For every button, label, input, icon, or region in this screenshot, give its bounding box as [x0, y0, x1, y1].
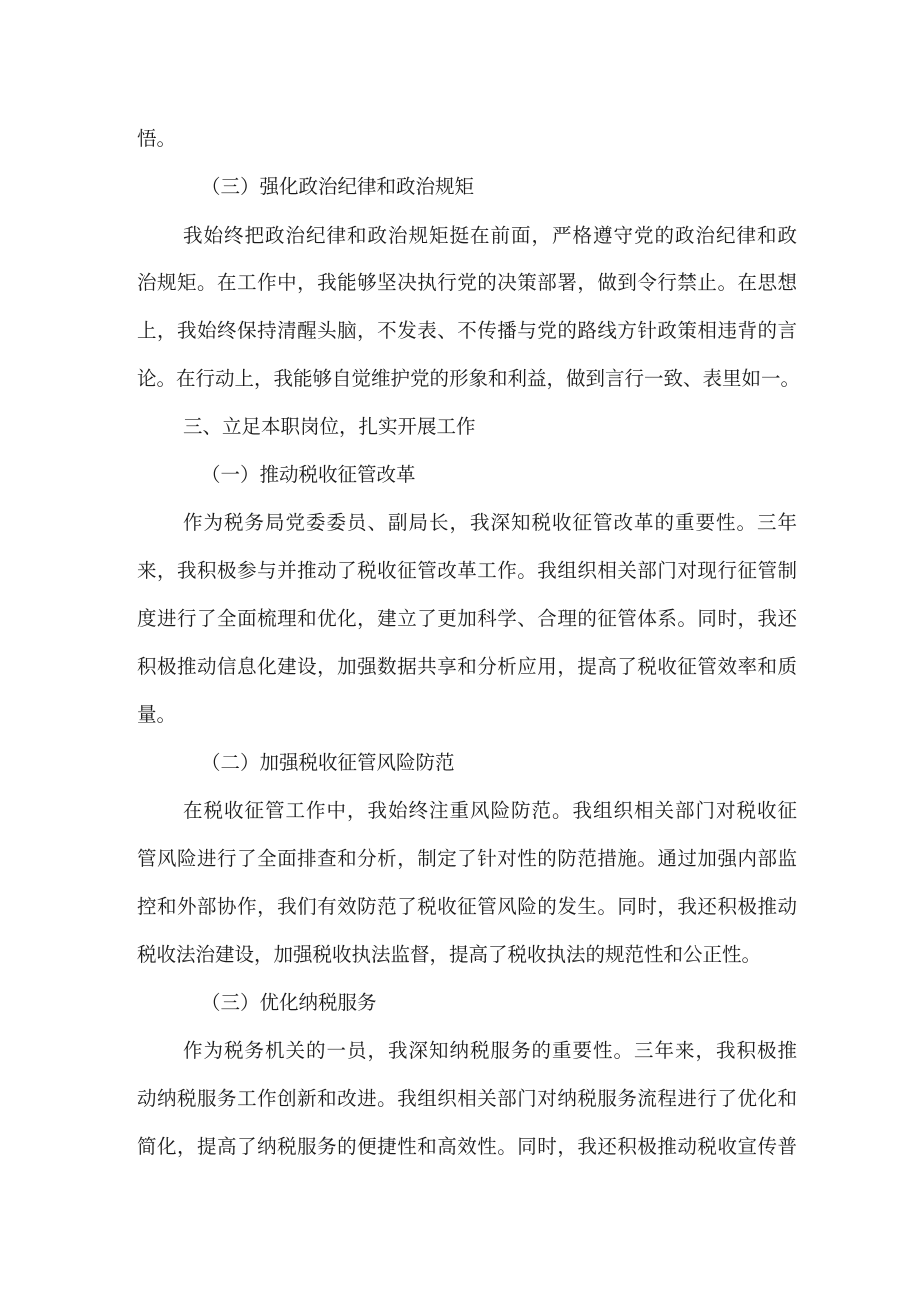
- paragraph-line: 税收法治建设，加强税收执法监督，提高了税收执法的规范性和公正性。: [137, 943, 762, 966]
- paragraph-line: 上，我始终保持清醒头脑，不发表、不传播与党的路线方针政策相违背的言: [137, 319, 797, 342]
- paragraph-line: 积极推动信息化建设，加强数据共享和分析应用，提高了税收征管效率和质: [137, 655, 797, 678]
- paragraph-line: 度进行了全面梳理和优化，建立了更加科学、合理的征管体系。同时，我还: [137, 607, 797, 630]
- paragraph-line: 控和外部协作，我们有效防范了税收征管风险的发生。同时，我还积极推动: [137, 895, 797, 918]
- paragraph-line: 管风险进行了全面排查和分析，制定了针对性的防范措施。通过加强内部监: [137, 847, 797, 870]
- subsection-heading: （三）强化政治纪律和政治规矩: [201, 175, 475, 198]
- paragraph-line: 治规矩。在工作中，我能够坚决执行党的决策部署，做到令行禁止。在思想: [137, 271, 797, 294]
- subsection-heading: （二）加强税收征管风险防范: [201, 751, 455, 774]
- subsection-heading: （一）推动税收征管改革: [201, 463, 416, 486]
- paragraph-line: 动纳税服务工作创新和改进。我组织相关部门对纳税服务流程进行了优化和: [137, 1087, 797, 1110]
- paragraph-line: 作为税务局党委委员、副局长，我深知税收征管改革的重要性。三年: [183, 511, 797, 534]
- paragraph-line: 简化，提高了纳税服务的便捷性和高效性。同时，我还积极推动税收宣传普: [137, 1135, 797, 1158]
- paragraph-line: 量。: [137, 703, 177, 726]
- subsection-heading: （三）优化纳税服务: [201, 991, 377, 1014]
- paragraph-line: 作为税务机关的一员，我深知纳税服务的重要性。三年来，我积极推: [183, 1039, 797, 1062]
- paragraph-line: 来，我积极参与并推动了税收征管改革工作。我组织相关部门对现行征管制: [137, 559, 797, 582]
- paragraph-tail-line: 悟。: [137, 127, 177, 150]
- paragraph-line: 我始终把政治纪律和政治规矩挺在前面，严格遵守党的政治纪律和政: [183, 224, 797, 247]
- paragraph-line: 论。在行动上，我能够自觉维护党的形象和利益，做到言行一致、表里如一。: [137, 367, 801, 390]
- section-heading: 三、立足本职岗位，扎实开展工作: [183, 415, 476, 438]
- paragraph-line: 在税收征管工作中，我始终注重风险防范。我组织相关部门对税收征: [183, 799, 797, 822]
